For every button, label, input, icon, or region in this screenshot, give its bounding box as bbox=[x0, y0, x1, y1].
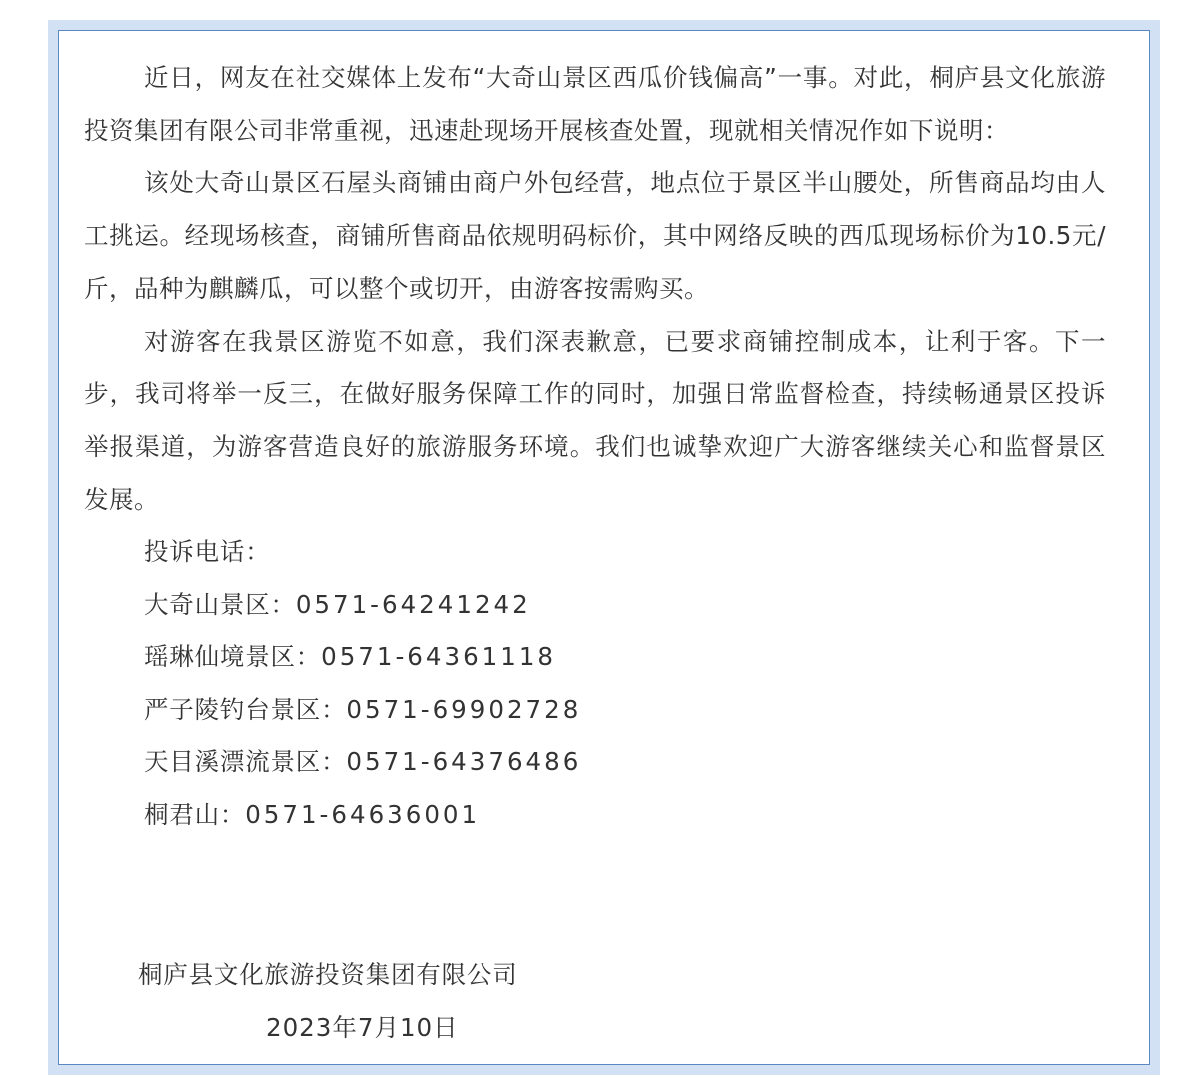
hotline-item bbox=[84, 684, 1106, 737]
hotline-item bbox=[84, 789, 1106, 842]
signature-date: 2023年7月10日 bbox=[266, 1013, 459, 1042]
hotline-item bbox=[84, 631, 1106, 684]
hotline-heading: 投诉电话： bbox=[144, 537, 271, 567]
hotline-item bbox=[84, 736, 1106, 789]
hotline-phone: 0571-69902728 bbox=[346, 694, 582, 724]
notice-paragraph-3: 对游客在我景区游览不如意，我们深表歉意，已要求商铺控制成本，让利于客。下一步，我司将举一反三，在做好服务保障工作的同时，加强日常监督检查，持续畅通景区投诉举报渠道，为游客营造良好的旅游服务环境。我们也诚挚欢迎广大游客继续关心和监督景区发展。 bbox=[84, 326, 1106, 514]
signature-company: 桐庐县文化旅游投资集团有限公司 bbox=[138, 960, 518, 989]
hotline-phone: 0571-64376486 bbox=[346, 747, 582, 777]
hotline-phone: 0571-64636001 bbox=[245, 799, 481, 829]
hotline-name: 天目溪漂流景区： bbox=[144, 747, 347, 777]
hotline-phone: 0571-64361118 bbox=[321, 642, 557, 672]
hotline-item bbox=[84, 579, 1106, 632]
hotline-name: 大奇山景区： bbox=[144, 589, 296, 619]
notice-paragraph-2: 该处大奇山景区石屋头商铺由商户外包经营，地点位于景区半山腰处，所售商品均由人工挑运。经现场核查，商铺所售商品依规明码标价，其中网络反映的西瓜现场标价为10.5元/斤，品种为麒麟瓜，可以整个或切开，由游客按需购买。 bbox=[84, 168, 1106, 303]
hotline-name: 桐君山： bbox=[144, 799, 246, 829]
hotline-phone: 0571-64241242 bbox=[295, 589, 531, 619]
hotline-name: 瑶琳仙境景区： bbox=[144, 642, 322, 672]
hotline-name: 严子陵钓台景区： bbox=[144, 694, 347, 724]
notice-paragraph-1: 近日，网友在社交媒体上发布“大奇山景区西瓜价钱偏高”一事。对此，桐庐县文化旅游投资集团有限公司非常重视，迅速赴现场开展核查处置，现就相关情况作如下说明： bbox=[84, 63, 1106, 145]
notice-body bbox=[84, 52, 1106, 841]
